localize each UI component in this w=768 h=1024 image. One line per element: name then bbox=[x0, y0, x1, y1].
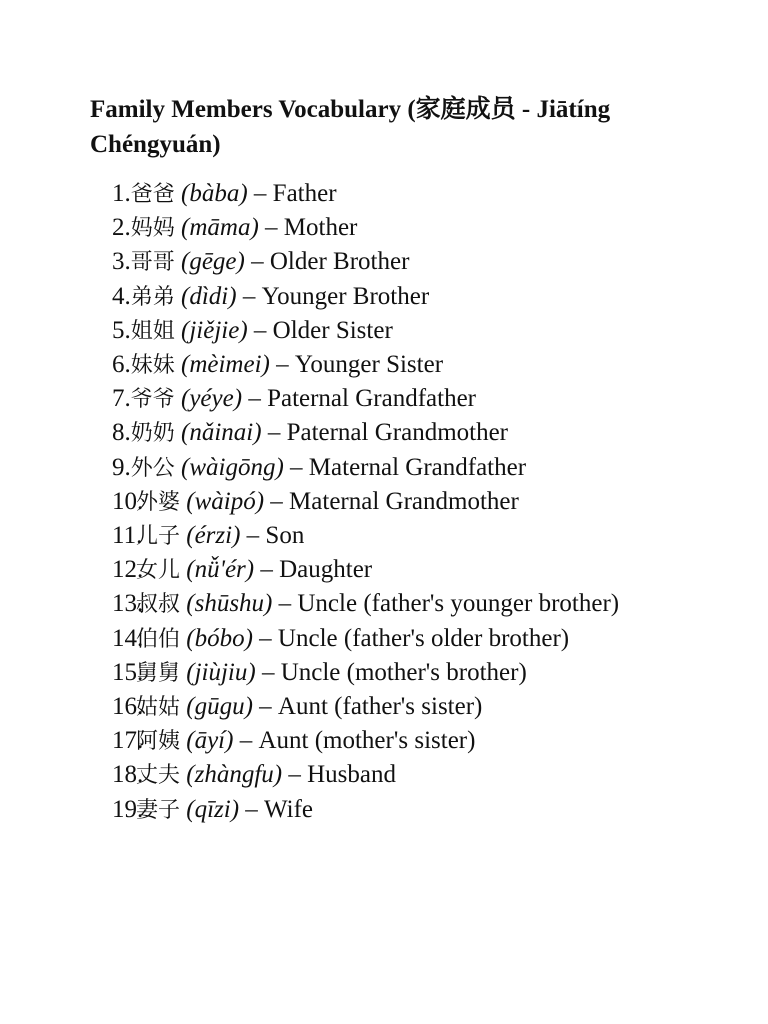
item-pinyin: (nǚ'ér) bbox=[186, 556, 255, 584]
list-item bbox=[0, 382, 768, 416]
item-number: 8. bbox=[112, 419, 131, 447]
item-pinyin: (nǎinai) bbox=[181, 419, 262, 447]
item-pinyin: (gēge) bbox=[181, 248, 245, 276]
item-pinyin: (érzi) bbox=[186, 522, 241, 550]
item-dash: – bbox=[255, 658, 281, 686]
item-pinyin: (wàipó) bbox=[186, 487, 265, 515]
item-number: 5. bbox=[112, 316, 131, 344]
item-number: 6. bbox=[112, 351, 131, 379]
item-hanzi: 妻子 bbox=[136, 797, 181, 823]
item-number: 16. bbox=[112, 693, 144, 721]
item-pinyin: (gūgu) bbox=[186, 693, 253, 721]
item-pinyin: (mèimei) bbox=[181, 351, 270, 379]
item-number: 2. bbox=[112, 214, 131, 242]
item-dash: – bbox=[282, 761, 308, 789]
item-number: 9. bbox=[112, 453, 131, 481]
item-hanzi: 叔叔 bbox=[136, 592, 181, 618]
item-pinyin: (māma) bbox=[181, 214, 259, 242]
item-hanzi: 奶奶 bbox=[130, 421, 175, 447]
item-hanzi: 舅舅 bbox=[136, 660, 181, 686]
item-meaning: Paternal Grandfather bbox=[267, 385, 476, 413]
item-number: 10. bbox=[112, 487, 144, 515]
item-dash: – bbox=[272, 590, 298, 618]
item-meaning: Younger Brother bbox=[261, 282, 430, 310]
item-number: 3. bbox=[112, 248, 131, 276]
item-pinyin: (jiùjiu) bbox=[186, 658, 256, 686]
list-item bbox=[0, 724, 768, 758]
list-item bbox=[0, 758, 768, 792]
item-meaning: Uncle (mother's brother) bbox=[280, 658, 527, 686]
list-item bbox=[0, 690, 768, 724]
item-number: 14. bbox=[112, 624, 144, 652]
item-pinyin: (shūshu) bbox=[186, 590, 273, 618]
item-meaning: Aunt (mother's sister) bbox=[258, 727, 476, 755]
item-meaning: Maternal Grandmother bbox=[289, 487, 519, 515]
list-item bbox=[0, 519, 768, 553]
item-dash: – bbox=[247, 180, 273, 207]
item-meaning: Paternal Grandmother bbox=[286, 419, 509, 447]
item-number: 4. bbox=[112, 282, 131, 310]
item-dash: – bbox=[252, 624, 278, 652]
item-number: 19. bbox=[112, 795, 144, 823]
item-hanzi: 外婆 bbox=[136, 489, 181, 515]
list-item bbox=[0, 211, 768, 245]
item-pinyin: (zhàngfu) bbox=[186, 761, 283, 789]
item-dash: – bbox=[252, 693, 278, 721]
item-pinyin: (bóbo) bbox=[186, 624, 253, 652]
item-pinyin: (qīzi) bbox=[186, 795, 240, 823]
item-pinyin: (bàba) bbox=[181, 180, 248, 207]
item-meaning: Wife bbox=[264, 795, 314, 823]
list-item bbox=[0, 793, 768, 827]
item-number: 15. bbox=[112, 658, 144, 686]
item-hanzi: 哥哥 bbox=[130, 250, 175, 276]
item-dash: – bbox=[283, 453, 309, 481]
vocabulary-list bbox=[0, 177, 768, 827]
item-dash: – bbox=[258, 214, 284, 242]
list-item bbox=[0, 656, 768, 690]
item-meaning: Uncle (father's younger brother) bbox=[297, 590, 620, 618]
list-item bbox=[0, 348, 768, 382]
item-dash: – bbox=[261, 419, 287, 447]
item-meaning: Son bbox=[265, 522, 305, 550]
item-hanzi: 丈夫 bbox=[136, 763, 181, 789]
item-hanzi: 女儿 bbox=[136, 558, 181, 584]
item-pinyin: (dìdi) bbox=[181, 282, 237, 310]
item-meaning: Older Sister bbox=[272, 316, 393, 344]
item-meaning: Older Brother bbox=[269, 248, 410, 276]
item-dash: – bbox=[242, 385, 268, 413]
item-hanzi: 外公 bbox=[130, 455, 175, 481]
item-number: 18. bbox=[112, 761, 144, 789]
list-item bbox=[0, 587, 768, 621]
item-meaning: Father bbox=[272, 180, 337, 207]
item-meaning: Aunt (father's sister) bbox=[277, 693, 483, 721]
item-dash: – bbox=[269, 351, 295, 379]
item-dash: – bbox=[247, 316, 273, 344]
item-hanzi: 阿姨 bbox=[136, 729, 181, 755]
item-hanzi: 姐姐 bbox=[130, 318, 175, 344]
list-item bbox=[0, 416, 768, 450]
item-number: 1. bbox=[112, 180, 131, 207]
item-hanzi: 伯伯 bbox=[136, 626, 181, 652]
item-meaning: Daughter bbox=[279, 556, 373, 584]
item-dash: – bbox=[254, 556, 280, 584]
item-hanzi: 弟弟 bbox=[130, 284, 175, 310]
item-hanzi: 妈妈 bbox=[130, 216, 175, 242]
item-number: 12. bbox=[112, 556, 144, 584]
item-number: 7. bbox=[112, 385, 131, 413]
item-hanzi: 姑姑 bbox=[136, 695, 181, 721]
item-number: 11. bbox=[112, 522, 143, 550]
item-number: 13. bbox=[112, 590, 144, 618]
item-dash: – bbox=[239, 795, 265, 823]
item-pinyin: (wàigōng) bbox=[181, 453, 284, 481]
item-meaning: Younger Sister bbox=[294, 351, 444, 379]
list-item bbox=[0, 485, 768, 519]
list-item bbox=[0, 451, 768, 485]
list-item bbox=[0, 622, 768, 656]
item-meaning: Mother bbox=[283, 214, 358, 242]
item-dash: – bbox=[236, 282, 262, 310]
item-pinyin: (yéye) bbox=[181, 385, 243, 413]
item-hanzi: 妹妹 bbox=[130, 353, 175, 379]
item-dash: – bbox=[244, 248, 270, 276]
item-dash: – bbox=[264, 487, 290, 515]
list-item bbox=[0, 280, 768, 314]
item-meaning: Husband bbox=[307, 761, 396, 789]
list-item bbox=[0, 177, 768, 211]
list-item bbox=[0, 553, 768, 587]
item-hanzi: 爸爸 bbox=[130, 182, 175, 207]
item-number: 17. bbox=[112, 727, 144, 755]
item-meaning: Uncle (father's older brother) bbox=[277, 624, 570, 652]
list-item bbox=[0, 314, 768, 348]
item-pinyin: (āyí) bbox=[186, 727, 234, 755]
item-hanzi: 爷爷 bbox=[130, 387, 175, 413]
item-meaning: Maternal Grandfather bbox=[308, 453, 527, 481]
item-dash: – bbox=[233, 727, 259, 755]
item-hanzi: 儿子 bbox=[136, 524, 181, 550]
item-pinyin: (jiějie) bbox=[181, 316, 248, 344]
document-title: Family Members Vocabulary (家庭成员 - Jiātíng Chéngyuán) bbox=[90, 96, 611, 158]
list-item bbox=[0, 245, 768, 279]
item-dash: – bbox=[240, 522, 266, 550]
